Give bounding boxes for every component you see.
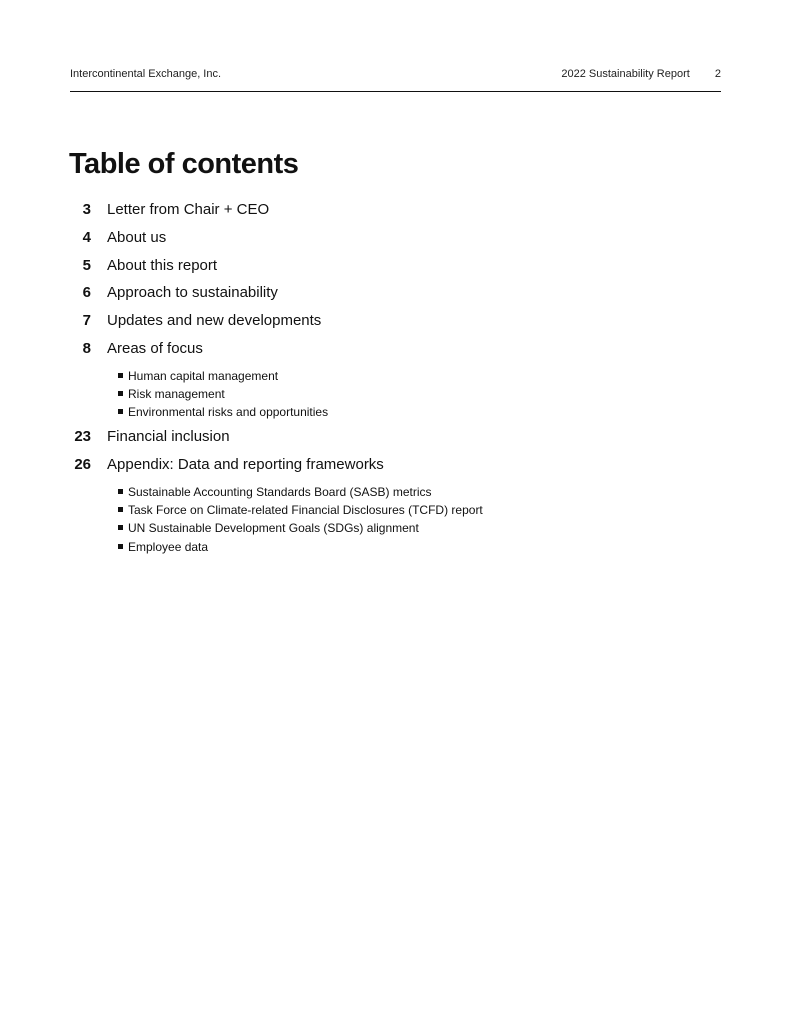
company-name: Intercontinental Exchange, Inc.	[70, 68, 222, 80]
page-number: 2	[714, 68, 721, 80]
toc-page-number: 7	[82, 312, 91, 330]
toc-subitem-label: Human capital management	[128, 368, 279, 383]
bullet-icon	[118, 544, 123, 549]
toc-label[interactable]: Approach to sustainability	[107, 284, 278, 302]
toc-entry[interactable]	[66, 200, 666, 228]
bullet-icon	[118, 409, 123, 414]
toc-subitem-label: Risk management	[128, 386, 225, 401]
toc-page-number: 8	[82, 339, 91, 357]
toc-page-number: 26	[74, 456, 91, 474]
toc-subitem[interactable]	[66, 367, 666, 385]
bullet-icon	[118, 391, 123, 396]
page-header	[70, 68, 721, 92]
table-of-contents	[66, 200, 666, 562]
toc-page-number: 4	[82, 228, 91, 246]
bullet-icon	[118, 507, 123, 512]
toc-subitem-label: UN Sustainable Development Goals (SDGs) alignment	[128, 521, 419, 536]
toc-subitem[interactable]	[66, 403, 666, 421]
toc-subitem[interactable]	[66, 538, 666, 556]
toc-label[interactable]: Letter from Chair + CEO	[107, 201, 270, 218]
header-right	[561, 68, 721, 80]
toc-page-number: 3	[82, 201, 91, 218]
toc-label[interactable]: Areas of focus	[107, 339, 203, 357]
toc-page-number: 5	[82, 256, 91, 274]
toc-label[interactable]: Financial inclusion	[107, 428, 230, 446]
toc-subitem[interactable]	[66, 501, 666, 519]
toc-subitem-label: Task Force on Climate-related Financial Disclosures (TCFD) report	[128, 503, 483, 518]
toc-subitem[interactable]	[66, 519, 666, 537]
toc-entry[interactable]	[66, 283, 666, 311]
toc-entry[interactable]	[66, 256, 666, 284]
bullet-icon	[118, 373, 123, 378]
toc-entry[interactable]	[66, 339, 666, 367]
toc-entry[interactable]	[66, 311, 666, 339]
toc-subitem[interactable]	[66, 483, 666, 501]
toc-subitem[interactable]	[66, 385, 666, 403]
toc-label[interactable]: Updates and new developments	[107, 312, 322, 330]
toc-entry[interactable]	[66, 228, 666, 256]
toc-title: Table of contents	[69, 148, 299, 180]
toc-subitem-label: Employee data	[128, 539, 209, 554]
toc-page-number: 6	[82, 284, 91, 302]
toc-subitems	[66, 367, 666, 422]
toc-entry[interactable]	[66, 427, 666, 455]
toc-subitems	[66, 483, 666, 556]
toc-label[interactable]: About us	[107, 228, 167, 246]
bullet-icon	[118, 525, 123, 530]
toc-entry[interactable]	[66, 455, 666, 483]
toc-subitem-label: Sustainable Accounting Standards Board (SASB) metrics	[128, 484, 432, 499]
toc-subitem-label: Environmental risks and opportunities	[128, 405, 329, 420]
report-title: 2022 Sustainability Report	[561, 68, 690, 80]
bullet-icon	[118, 489, 123, 494]
toc-label[interactable]: About this report	[107, 256, 218, 274]
toc-page-number: 23	[74, 428, 91, 446]
toc-label[interactable]: Appendix: Data and reporting frameworks	[107, 456, 384, 474]
